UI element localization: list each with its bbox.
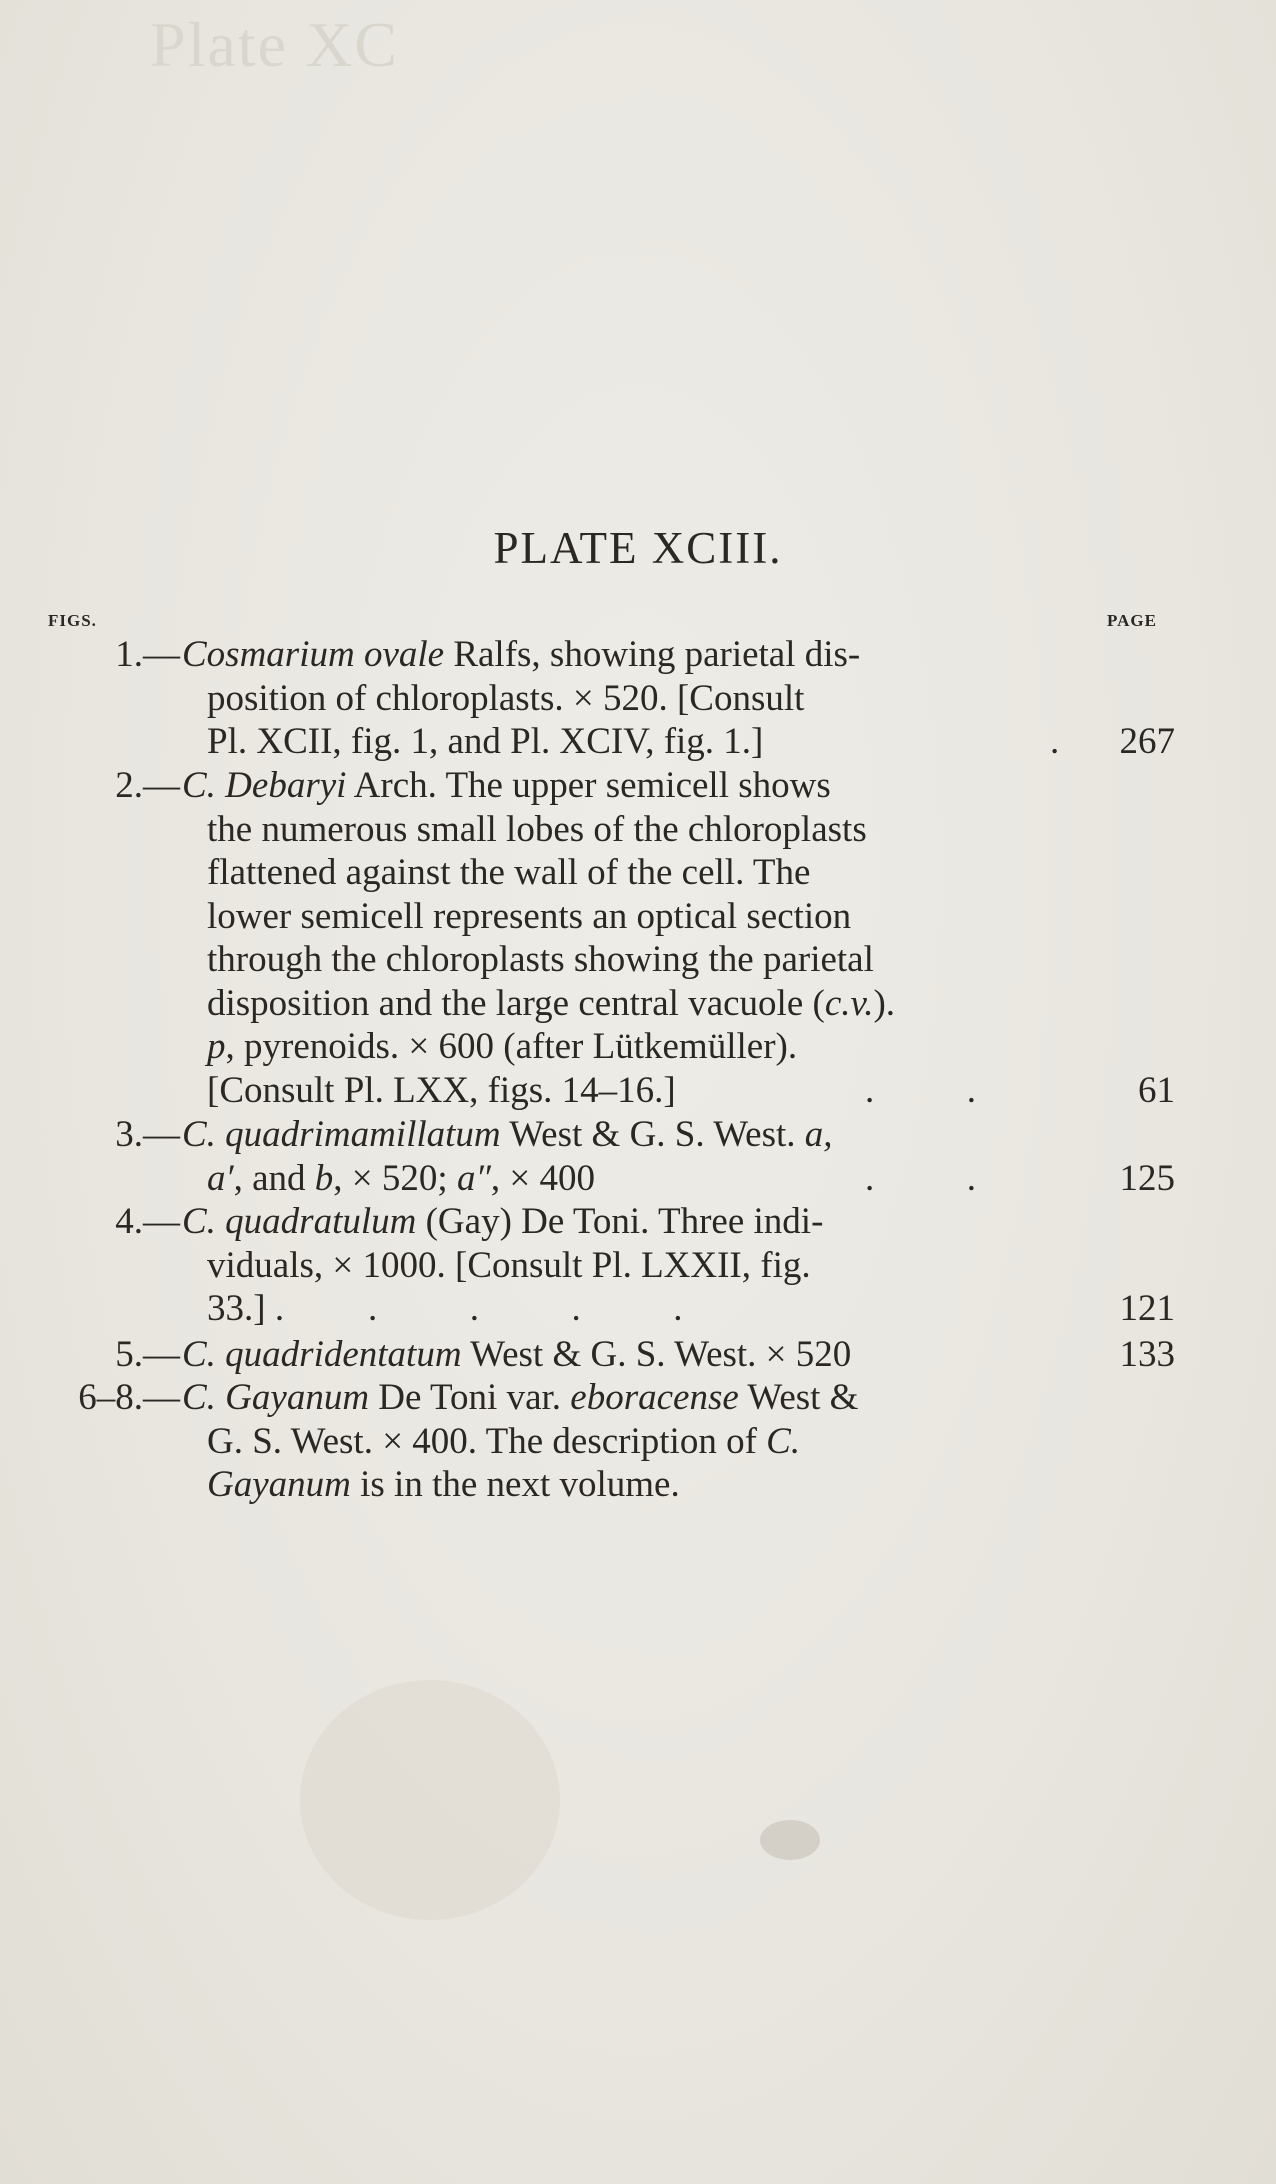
text-run: , pyrenoids. × 600 (after Lütkemüller). — [225, 1026, 798, 1067]
entry-text — [182, 1376, 858, 1420]
entry-text — [182, 1333, 851, 1377]
italic-text: a″ — [456, 1158, 491, 1199]
entry-line — [0, 1157, 1276, 1201]
leader-dots: . . — [865, 1070, 976, 1111]
entry-line — [0, 938, 1276, 982]
text-run: West & G. S. West. × 520 — [461, 1334, 852, 1375]
entry-line — [0, 1025, 1276, 1069]
entry-line — [0, 677, 1276, 721]
italic-text: eboracense — [570, 1377, 739, 1418]
entry-line — [0, 720, 1276, 764]
entry-text — [207, 938, 874, 982]
italic-text: a′ — [207, 1158, 234, 1199]
leader-dots: . — [1050, 721, 1060, 762]
italic-text: a, — [804, 1114, 833, 1155]
entry-line — [0, 1200, 1276, 1244]
entry-line — [0, 982, 1276, 1026]
leader-dots: . . — [865, 1158, 976, 1199]
entry-line — [0, 633, 1276, 677]
entry-text — [207, 895, 851, 939]
paper-stain — [300, 1680, 560, 1920]
text-run: lower semicell represents an optical section — [207, 896, 852, 937]
text-run: through the chloroplasts showing the parietal — [207, 939, 874, 980]
entry-line — [0, 1113, 1276, 1157]
page-number: 267 — [1119, 721, 1175, 762]
text-run: viduals, × 1000. [Consult Pl. LXXII, fig. — [207, 1245, 811, 1286]
entry-text — [207, 851, 810, 895]
italic-text: C. Gayanum — [182, 1377, 370, 1418]
entry-text — [207, 1069, 676, 1113]
italic-text: C. Debaryi — [182, 765, 347, 806]
italic-text: C. — [766, 1421, 801, 1462]
text-run: the numerous small lobes of the chloroplasts — [207, 809, 867, 850]
text-run: , and — [233, 1158, 315, 1199]
entry-text — [182, 1200, 823, 1244]
entry-text — [207, 1244, 811, 1288]
entry-text — [207, 982, 895, 1026]
text-run: Pl. XCII, fig. 1, and Pl. XCIV, fig. 1.] — [207, 721, 764, 762]
plate-title: PLATE XCIII. — [493, 523, 783, 573]
entry-line — [0, 1244, 1276, 1288]
entry-text — [182, 1113, 833, 1157]
italic-text: C. quadridentatum — [182, 1334, 462, 1375]
italic-text: Gayanum — [207, 1464, 351, 1505]
entry-text — [207, 1420, 800, 1464]
text-run: , × 520; — [333, 1158, 457, 1199]
figs-column-label: FIGS. — [48, 611, 97, 630]
figure-number: 5.— — [115, 1334, 180, 1375]
page-number: 133 — [1119, 1334, 1175, 1375]
entry-text — [207, 1463, 680, 1507]
entry-text — [207, 677, 804, 721]
text-run: position of chloroplasts. × 520. [Consult — [207, 678, 805, 719]
figure-number: 4.— — [115, 1201, 180, 1242]
entry-line — [0, 764, 1276, 808]
entry-text — [207, 1157, 595, 1201]
entry-line — [0, 1376, 1276, 1420]
figure-number: 3.— — [115, 1114, 180, 1155]
entry-line — [0, 895, 1276, 939]
page-number: 121 — [1119, 1288, 1175, 1329]
italic-text: C. quadrimamillatum — [182, 1114, 501, 1155]
text-run: (Gay) De Toni. Three indi- — [416, 1201, 824, 1242]
entry-line — [0, 1463, 1276, 1507]
text-run: 33.] . — [207, 1288, 285, 1329]
page-number: 61 — [1138, 1070, 1175, 1111]
entry-text — [207, 1287, 284, 1331]
bleed-through-text: Plate XC — [150, 9, 399, 80]
text-run: De Toni var. — [369, 1377, 571, 1418]
text-run: Ralfs, showing parietal dis- — [444, 634, 861, 675]
figure-number: 1.— — [115, 634, 180, 675]
italic-text: c.v. — [824, 983, 874, 1024]
entry-text — [182, 764, 831, 808]
text-run: West & — [738, 1377, 859, 1418]
italic-text: Cosmarium ovale — [182, 634, 445, 675]
entry-text — [207, 720, 763, 764]
entry-text — [182, 633, 860, 677]
text-run: G. S. West. × 400. The description of — [207, 1421, 767, 1462]
figure-number: 2.— — [115, 765, 180, 806]
text-run: , × 400 — [490, 1158, 595, 1199]
entry-line — [0, 1420, 1276, 1464]
text-run: [Consult Pl. LXX, figs. 14–16.] — [207, 1070, 676, 1111]
entry-line — [0, 808, 1276, 852]
entry-line — [0, 1287, 1276, 1331]
entry-line — [0, 1333, 1276, 1377]
page-column-label: PAGE — [1107, 611, 1157, 630]
text-run: disposition and the large central vacuole ( — [207, 983, 825, 1024]
text-run: Arch. The upper semicell shows — [346, 765, 831, 806]
entry-text — [207, 1025, 797, 1069]
paper-smudge — [760, 1820, 820, 1860]
text-run: ). — [873, 983, 896, 1024]
italic-text: C. quadratulum — [182, 1201, 417, 1242]
italic-text: b — [314, 1158, 334, 1199]
text-run: is in the next volume. — [350, 1464, 680, 1505]
entry-text — [207, 808, 867, 852]
leader-dots: . . . . — [368, 1288, 683, 1329]
text-run: West & G. S. West. — [500, 1114, 805, 1155]
entry-line — [0, 851, 1276, 895]
italic-text: p — [207, 1026, 226, 1067]
page-number: 125 — [1119, 1158, 1175, 1199]
entry-line — [0, 1069, 1276, 1113]
figure-number: 6–8.— — [78, 1377, 180, 1418]
text-run: flattened against the wall of the cell. The — [207, 852, 811, 893]
